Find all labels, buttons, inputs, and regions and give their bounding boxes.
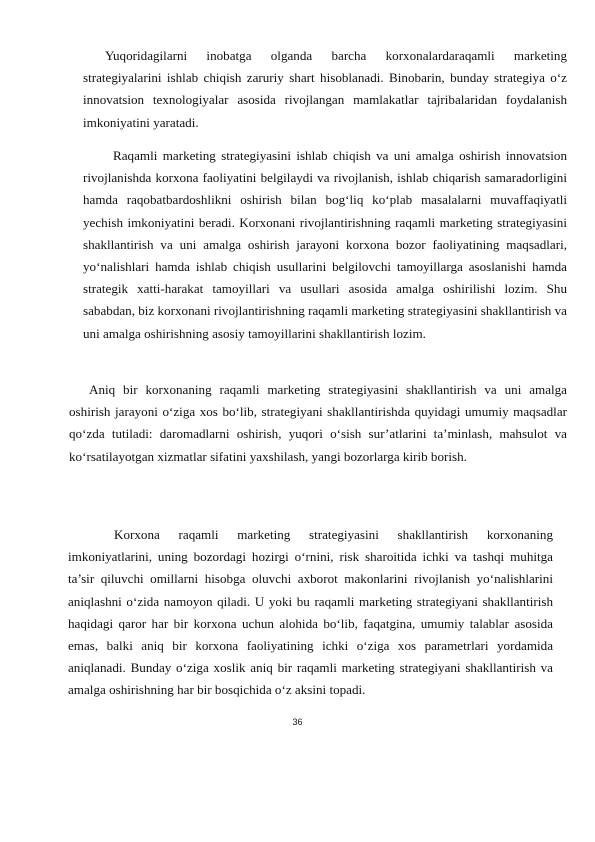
paragraph-3: Aniq bir korxonaning raqamli marketing strategiyasini shakllantirish va uni amalga oshirish jarayoni o‘ziga xos bo‘lib, strategiyani shakllantirishda quyidagi umumiy maqsadlar qo‘zda tutiladi: daromadlarni oshirish, yuqori o‘sish sur’atlarini ta’minlash, mahsulot va ko‘rsatilayotgan xizmatlar sifatini yaxshilash, yangi bozorlarga kirib borish. (69, 382, 567, 464)
paragraph-1: Yuqoridagilarni inobatga olganda barcha korxonalardaraqamli marketing strategiyalarini ishlab chiqish zaruriy shart hisoblanadi. Binobarin, bunday strategiya o‘z innovatsion texnologiyalar asosida rivojlangan mamlakatlar tajribalaridan foydalanish imkoniyatini yaratadi. (83, 48, 567, 130)
paragraph-2: Raqamli marketing strategiyasini ishlab chiqish va uni amalga oshirish innovatsion rivojlanishda korxona faoliyatini belgilaydi va rivojlanish, ishlab chiqarish samaradorligini hamda raqobatbardoshlikni oshirish bilan bog‘liq ko‘plab masalalarni muvaffaqiyatli yechish imkoniyatini beradi. Korxonani rivojlantirishning raqamli marketing strategiyasini shakllantirish va uni amalga oshirish jarayoni korxona bozor faoliyatining maqsadlari, yo‘nalishlari hamda ishlab chiqish usullarini belgilovchi tamoyillarga asoslanishi hamda strategik xatti-harakat tamoyillari va usullari asosida amalga oshirilishi lozim. Shu sababdan, biz korxonani rivojlantirishning raqamli marketing strategiyasini shakllantirish va uni amalga oshirishning asosiy tamoyillarini shakllantirish lozim. (83, 148, 567, 341)
page-number: 36 (292, 717, 303, 727)
paragraph-4: Korxona raqamli marketing strategiyasini shakllantirish korxonaning imkoniyatlarini, uning bozordagi hozirgi o‘rnini, risk sharoitida ichki va tashqi muhitga ta’sir qiluvchi omillarni hisobga oluvchi axborot makonlarini rivojlanish yo‘nalishlarini aniqlashni o‘zida namoyon qiladi. U yoki bu raqamli marketing strategiyani shakllantirish haqidagi qaror har bir korxona uchun alohida bo‘lib, faqatgina, umumiy talablar asosida emas, balki aniq bir korxona faoliyatining ichki o‘ziga xos parametrlari yordamida aniqlanadi. Bunday o‘ziga xoslik aniq bir raqamli marketing strategiyani shakllantirish va amalga oshirishning har bir bosqichida o‘z aksini topadi. (68, 527, 553, 698)
